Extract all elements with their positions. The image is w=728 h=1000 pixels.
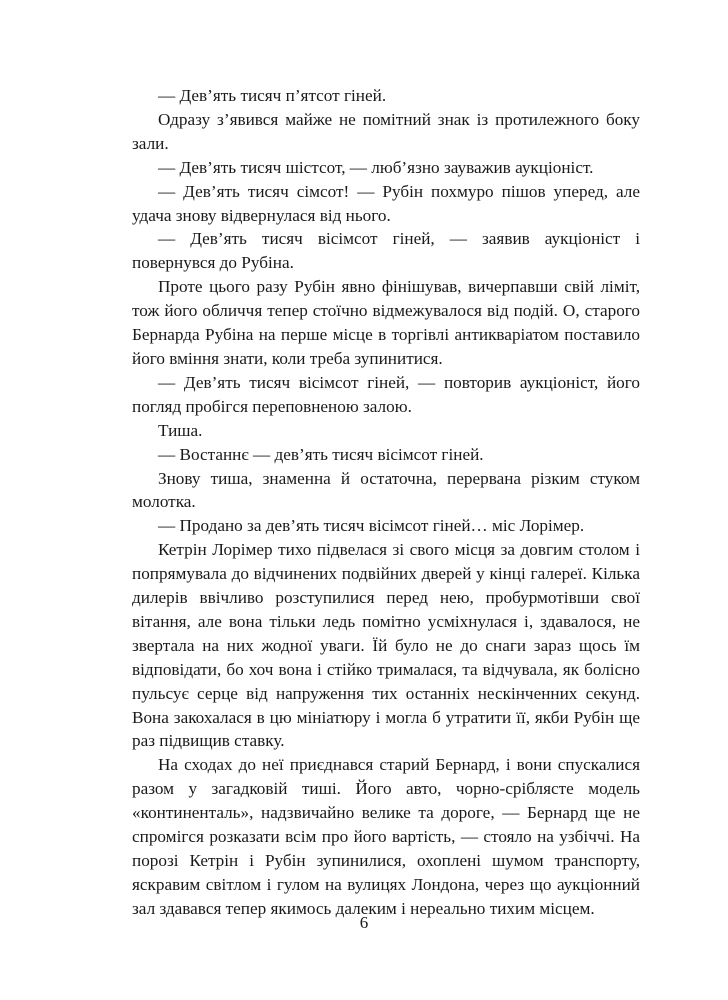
paragraph: — Дев’ять тисяч п’ятсот гіней. bbox=[158, 86, 387, 105]
paragraph: Кетрін Лорімер тихо підвелася зі свого місця за довгим столом і попрямувала до відчинених подвійних дверей у кінці галереї. Кілька дилерів ввічливо розступилися перед нею, пробурмотівши свої вітання, але вона тільки ледь помітно усміхнулася і, здавалося, не звертала на них жодної уваги. Їй було не до снаги зараз щось їм відповідати, бо хоч вона і стійко трималася, та відчувала, як болісно пульсує серце від напруження тих останніх нескінченних секунд. Вона закохалася в цю мініатюру і могла б утратити її, якби Рубін ще раз підвищив ставку. bbox=[132, 540, 640, 751]
paragraph: На сходах до неї приєднався старий Бернард, і вони спускалися разом у загадковій тиші. Його авто, чорно-сріблясте модель «континенталь», надзвичайно велике та дороге, — Бернард ще не спромігся розказати всім про його вартість, — стояло на узбіччі. На порозі Кетрін і Рубін зупинилися, охоплені шумом транспорту, яскравим світлом і гулом на вулицях Лондона, через що аукціонний зал здавався тепер якимось далеким і нереально тихим місцем. bbox=[132, 755, 640, 918]
paragraph: Проте цього разу Рубін явно фінішував, вичерпавши свій ліміт, тож його обличчя тепер стоїчно відмежувалося від подій. О, старого Бернарда Рубіна на перше місце в торгівлі антикваріатом поставило його вміння знати, коли треба зупинитися. bbox=[132, 277, 640, 368]
paragraph: — Дев’ять тисяч шістсот, — люб’язно зауважив аукціоніст. bbox=[158, 157, 594, 177]
paragraph: — Дев’ять тисяч сімсот! — Рубін похмуро пішов уперед, але удача знову відвернулася від нього. bbox=[132, 181, 640, 225]
paragraph: — Дев’ять тисяч вісімсот гіней, — повторив аукціоніст, його погляд пробігся переповненою залою. bbox=[132, 372, 640, 416]
paragraph: — Продано за дев’ять тисяч вісімсот гіней… міс Лорімер. bbox=[158, 516, 585, 536]
page-body bbox=[132, 84, 640, 921]
paragraph: — Дев’ять тисяч вісімсот гіней, — заявив аукціоніст і повернувся до Рубіна. bbox=[132, 229, 640, 273]
paragraph: Знову тиша, знаменна й остаточна, перервана різким стуком молотка. bbox=[132, 468, 640, 512]
paragraph: Тиша. bbox=[158, 420, 203, 440]
paragraph: — Востаннє — дев’ять тисяч вісімсот гіней. bbox=[158, 444, 484, 464]
page-number: 6 bbox=[359, 913, 369, 932]
paragraph: Одразу з’явився майже не помітний знак із протилежного боку зали. bbox=[132, 109, 640, 153]
